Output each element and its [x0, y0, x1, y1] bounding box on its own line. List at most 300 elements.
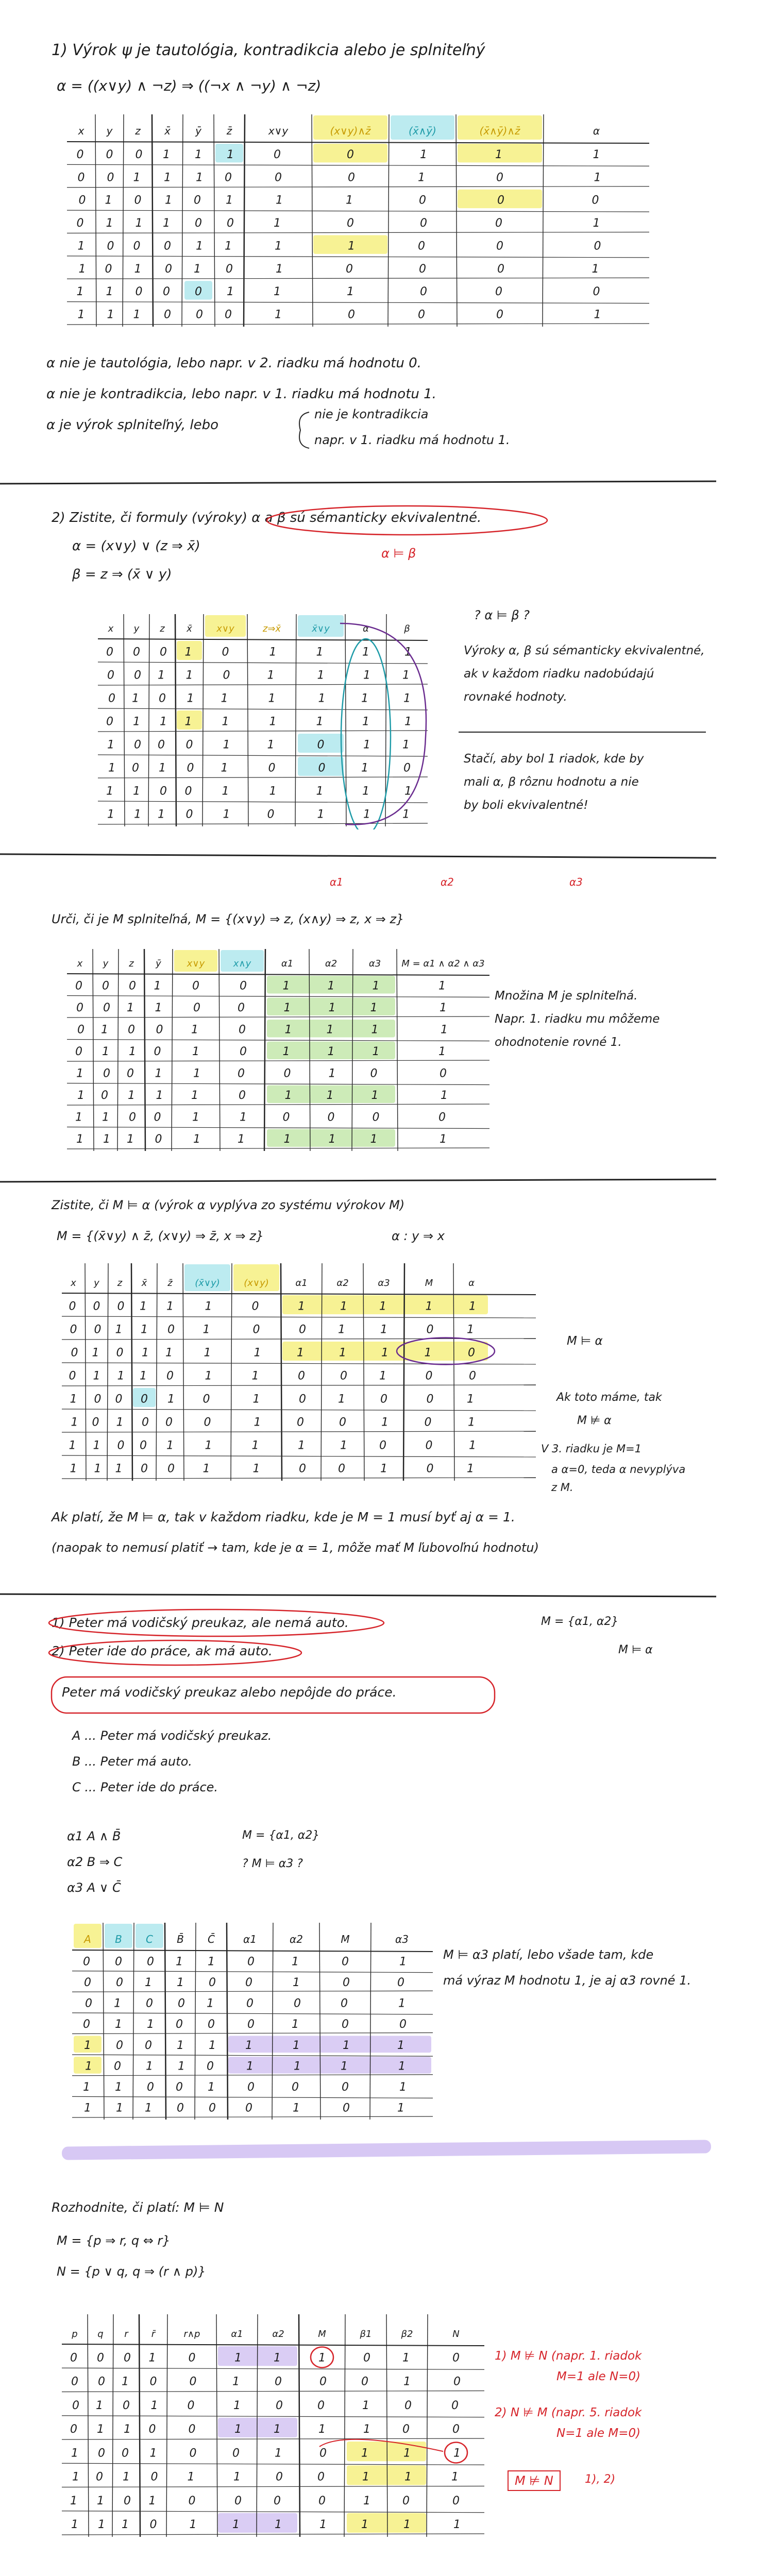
- table-header-cell: p: [72, 2329, 78, 2340]
- table-cell: 1: [71, 2447, 78, 2460]
- table-row-rule: [62, 2511, 484, 2513]
- section1-note-3: α je výrok splniteľný, lebo: [46, 417, 218, 433]
- table-cell: 1: [326, 1089, 334, 1103]
- table-cell: 1: [225, 240, 232, 253]
- table-cell: 1: [196, 171, 203, 184]
- table-cell: 1: [424, 1346, 432, 1360]
- table-header-cell: α2: [290, 1933, 303, 1945]
- table-cell: 1: [115, 1323, 123, 1336]
- table-cell: 1: [148, 2494, 156, 2507]
- table-cell: 0: [343, 1976, 350, 1989]
- table-cell: 0: [274, 148, 281, 161]
- table-column-rule: [244, 114, 245, 327]
- table-cell: 1: [133, 715, 140, 728]
- table-cell: 1: [441, 1023, 448, 1037]
- table-cell: 1: [71, 2518, 78, 2532]
- table-cell: 1: [361, 2447, 368, 2460]
- table-cell: 0: [238, 1067, 245, 1080]
- table-cell: 0: [148, 2423, 156, 2436]
- table-header-cell: (x̄∧ȳ)∧z̄: [479, 125, 520, 137]
- table-cell: 1: [402, 2351, 410, 2365]
- table-cell: 0: [101, 1089, 108, 1103]
- table-cell: 1: [158, 808, 165, 821]
- table-cell: 0: [195, 217, 202, 230]
- table-cell: 0: [133, 646, 140, 659]
- section4-side-5: a α=0, teda α nevyplýva: [551, 1463, 686, 1476]
- table-header-cell: ȳ: [195, 125, 201, 137]
- table-cell: 0: [75, 979, 82, 993]
- table-cell: 1: [77, 308, 85, 321]
- table-cell: 0: [102, 979, 109, 993]
- section6-note-6: 1), 2): [585, 2473, 616, 2486]
- table-cell: 0: [167, 1323, 175, 1336]
- table-cell: 1: [205, 1369, 212, 1383]
- table-header-cell: ȳ: [156, 958, 161, 969]
- table-cell: 1: [283, 1133, 291, 1146]
- table-header-cell: α2: [325, 958, 337, 969]
- section4-note-1: Ak platí, že M ⊨ α, tak v každom riadku, kde je M = 1 musí byť aj α = 1.: [52, 1510, 515, 1524]
- table-cell: 1: [274, 2351, 281, 2365]
- table-cell: 1: [76, 1067, 83, 1080]
- table-cell: 1: [115, 1462, 123, 1476]
- table-cell: 1: [94, 1462, 102, 1476]
- table-cell: 1: [163, 217, 170, 230]
- table-cell: 0: [178, 1997, 185, 2010]
- section5-var-b: B ... Peter má auto.: [72, 1754, 192, 1769]
- table-cell: 1: [154, 979, 161, 993]
- table-row-rule: [67, 210, 649, 212]
- table-cell: 0: [594, 240, 601, 253]
- table-cell: 0: [252, 1323, 260, 1336]
- table-cell: 1: [298, 1300, 305, 1313]
- table-header-cell: C̄: [208, 1933, 215, 1945]
- section2-red-note: α ⊨ β: [381, 546, 416, 561]
- table-cell: 1: [84, 2102, 91, 2115]
- section1-note-1: α nie je tautológia, lebo napr. v 2. riadku má hodnotu 0.: [46, 355, 421, 371]
- table-cell: 0: [92, 1416, 99, 1429]
- table-cell: 1: [420, 148, 427, 161]
- table-cell: 1: [339, 1346, 346, 1360]
- table-column-rule: [312, 114, 313, 327]
- table-row-rule: [62, 2463, 484, 2465]
- table-cell: 0: [71, 1346, 78, 1360]
- table-cell: 1: [92, 1346, 99, 1360]
- table-column-rule: [216, 2314, 217, 2537]
- table-cell: 0: [424, 1416, 432, 1429]
- table-cell: 0: [319, 2375, 327, 2388]
- table-cell: 0: [94, 1393, 102, 1406]
- table-cell: 0: [188, 2494, 196, 2507]
- table-cell: 0: [418, 240, 425, 253]
- table-cell: 1: [145, 2102, 152, 2115]
- table-cell: 1: [269, 715, 277, 728]
- table-cell: 1: [102, 1045, 109, 1059]
- table-cell: 0: [297, 1416, 304, 1429]
- table-cell: 0: [207, 2060, 214, 2073]
- table-cell: 0: [342, 2081, 349, 2094]
- table-column-rule: [295, 614, 296, 826]
- label-alpha3: α3: [569, 876, 583, 888]
- table-cell: 1: [398, 2060, 406, 2073]
- table-cell: 0: [70, 2351, 77, 2365]
- table-cell: 1: [402, 669, 410, 682]
- cell-highlight: [218, 2513, 297, 2533]
- table-cell: 0: [299, 1462, 306, 1476]
- table-cell: 1: [189, 2518, 197, 2532]
- table-cell: 1: [165, 194, 172, 207]
- table-header-cell: z: [135, 125, 141, 137]
- table-cell: 0: [116, 1976, 123, 1989]
- table-cell: 1: [361, 2518, 368, 2532]
- table-cell: 0: [275, 171, 282, 184]
- table-cell: 1: [275, 308, 282, 321]
- table-cell: 0: [402, 2423, 410, 2436]
- table-column-rule: [166, 2314, 167, 2537]
- cell-highlight: [347, 2465, 426, 2485]
- table-cell: 1: [165, 1346, 173, 1360]
- table-cell: 0: [452, 2494, 460, 2507]
- table-column-rule: [148, 614, 149, 826]
- table-cell: 0: [141, 1462, 148, 1476]
- table-cell: 1: [340, 1439, 347, 1452]
- table-cell: 1: [141, 1323, 148, 1336]
- table-cell: 1: [293, 1976, 300, 1989]
- section6-formula-m: M = {p ⇒ r, q ⇔ r}: [57, 2233, 171, 2248]
- table-column-rule: [344, 2314, 345, 2537]
- table-cell: 1: [107, 738, 114, 752]
- table-row-rule: [72, 2096, 433, 2098]
- table-cell: 1: [402, 808, 410, 821]
- table-cell: 1: [124, 2423, 131, 2436]
- table-cell: 0: [275, 2375, 282, 2388]
- table-cell: 0: [426, 1323, 434, 1336]
- table-cell: 0: [106, 646, 113, 659]
- table-cell: 0: [397, 1976, 404, 1989]
- table-header-cell: α3: [368, 958, 381, 969]
- table-header-cell: β2: [401, 2329, 413, 2340]
- table-column-rule: [202, 614, 204, 826]
- table-cell: 1: [327, 1045, 335, 1059]
- table-cell: 1: [451, 2470, 459, 2484]
- section1-note-2: α nie je kontradikcia, lebo napr. v 1. riadku má hodnotu 1.: [46, 386, 436, 402]
- table-cell: 0: [222, 646, 229, 659]
- table-column-rule: [388, 114, 389, 327]
- table-cell: 1: [205, 1439, 212, 1452]
- table-header-cell: x: [77, 958, 83, 969]
- table-cell: 1: [363, 738, 370, 752]
- table-cell: 0: [238, 1002, 245, 1015]
- table-cell: 1: [318, 2351, 326, 2365]
- section2-divider: [459, 732, 706, 733]
- table-cell: 1: [71, 1416, 78, 1429]
- table-cell: 1: [101, 1023, 108, 1037]
- table-cell: 0: [132, 761, 139, 775]
- table-column-rule: [112, 2314, 113, 2537]
- table-cell: 0: [98, 2447, 105, 2460]
- table-cell: 0: [341, 1997, 348, 2010]
- table-cell: 0: [317, 2399, 325, 2412]
- table-header-rule: [98, 639, 428, 640]
- table-cell: 0: [164, 240, 171, 253]
- table-cell: 1: [123, 2470, 130, 2484]
- table-header-cell: z⇒x̄: [262, 623, 281, 634]
- table-cell: 1: [194, 262, 201, 276]
- table-cell: 0: [71, 2375, 78, 2388]
- table-column-rule: [231, 1263, 232, 1481]
- table-cell: 1: [128, 1089, 135, 1103]
- table-column-rule: [139, 2314, 140, 2537]
- table-cell: 0: [129, 1111, 136, 1124]
- table-cell: 1: [469, 1439, 476, 1452]
- table-header-cell: (x̄∨y): [195, 1278, 220, 1289]
- section1-note-4: nie je kontradikcia: [314, 407, 429, 421]
- table-cell: 0: [251, 1300, 259, 1313]
- table-cell: 0: [185, 738, 193, 752]
- table-header-cell: B̄: [177, 1933, 184, 1945]
- table-cell: 0: [154, 1045, 161, 1059]
- separator-1: [0, 481, 716, 485]
- section5-var-c: C ... Peter ide do práce.: [72, 1780, 218, 1794]
- table-column-rule: [93, 949, 94, 1151]
- table-cell: 0: [124, 2494, 131, 2507]
- table-cell: 1: [177, 2039, 184, 2052]
- table-cell: 1: [252, 1462, 260, 1476]
- table-cell: 1: [467, 1323, 474, 1336]
- table-cell: 0: [76, 217, 84, 230]
- table-cell: 1: [267, 669, 275, 682]
- table-cell: 0: [116, 1346, 124, 1360]
- table-cell: 1: [234, 2351, 242, 2365]
- section3-truth-table: [67, 948, 489, 1154]
- section6-note-3: 2) N ⊭ M (napr. 5. riadok: [495, 2406, 642, 2419]
- table-cell: 1: [140, 1300, 147, 1313]
- table-cell: 1: [184, 646, 192, 659]
- table-cell: 1: [238, 1133, 245, 1146]
- table-cell: 1: [140, 1369, 147, 1383]
- table-cell: 0: [240, 1045, 247, 1059]
- table-cell: 1: [103, 1133, 110, 1146]
- table-header-cell: r: [124, 2329, 128, 2340]
- table-cell: 0: [193, 1002, 200, 1015]
- table-row-rule: [62, 2486, 484, 2487]
- separator-3: [0, 1179, 716, 1183]
- table-cell: 1: [106, 285, 113, 299]
- table-cell: 1: [404, 715, 412, 728]
- table-row-rule: [67, 324, 649, 325]
- table-cell: 1: [294, 2060, 301, 2073]
- table-header-cell: x̄∨y: [312, 623, 330, 634]
- table-cell: 1: [76, 285, 84, 299]
- table-cell: 1: [251, 1439, 259, 1452]
- section4-truth-table: [62, 1262, 536, 1484]
- table-cell: 0: [106, 715, 113, 728]
- table-column-rule: [131, 1263, 132, 1481]
- table-cell: 0: [225, 308, 232, 321]
- table-cell: 1: [338, 1393, 345, 1406]
- table-row-rule: [67, 1104, 489, 1105]
- section6-truth-table: [62, 2313, 484, 2540]
- table-cell: 0: [184, 785, 192, 798]
- table-column-rule: [195, 1923, 196, 2120]
- table-cell: 0: [348, 308, 355, 321]
- table-cell: 0: [93, 1300, 100, 1313]
- table-cell: 1: [328, 1067, 336, 1080]
- table-cell: 0: [225, 171, 232, 184]
- table-column-rule: [144, 949, 145, 1151]
- table-cell: 0: [70, 1323, 77, 1336]
- table-row-rule: [67, 278, 649, 279]
- table-cell: 1: [371, 1089, 379, 1103]
- table-row-rule: [72, 2075, 433, 2076]
- table-cell: 1: [318, 2423, 326, 2436]
- table-header-cell: x: [108, 623, 114, 634]
- table-header-cell: M: [318, 2329, 326, 2340]
- section5-side-1: M = {α1, α2}: [541, 1615, 619, 1628]
- table-row-rule: [62, 1385, 536, 1386]
- table-cell: 1: [298, 1439, 305, 1452]
- table-cell: 0: [147, 1955, 154, 1969]
- table-cell: 0: [165, 1416, 173, 1429]
- table-cell: 0: [379, 1439, 386, 1452]
- section5-formula-2: α2 B ⇒ C: [67, 1855, 123, 1869]
- table-cell: 0: [338, 1462, 345, 1476]
- table-cell: 0: [106, 148, 113, 161]
- table-cell: 0: [192, 979, 199, 993]
- table-column-rule: [264, 949, 265, 1151]
- table-cell: 0: [247, 2018, 255, 2031]
- table-cell: 0: [299, 1323, 306, 1336]
- table-column-rule: [88, 2314, 89, 2537]
- section1-brace: [291, 410, 312, 451]
- table-cell: 1: [209, 2039, 216, 2052]
- table-cell: 1: [593, 148, 600, 161]
- table-cell: 1: [402, 738, 410, 752]
- table-header-cell: x∨y: [187, 958, 205, 969]
- table-cell: 0: [239, 1089, 246, 1103]
- table-cell: 0: [592, 194, 599, 207]
- table-cell: 0: [154, 1111, 161, 1124]
- table-cell: 0: [317, 2470, 325, 2484]
- section2-title: 2) Zistite, či formuly (výroky) α a β sú sémanticky ekvivalentné.: [52, 510, 482, 526]
- table-cell: 1: [275, 240, 282, 253]
- table-cell: 1: [348, 240, 355, 253]
- table-cell: 0: [419, 194, 426, 207]
- table-header-rule: [67, 142, 649, 143]
- table-cell: 1: [166, 1300, 174, 1313]
- table-cell: 1: [397, 2039, 404, 2052]
- table-cell: 1: [75, 1111, 82, 1124]
- table-cell: 0: [133, 240, 141, 253]
- table-cell: 0: [239, 1023, 246, 1037]
- table-cell: 0: [149, 2375, 157, 2388]
- table-cell: 1: [399, 2081, 407, 2094]
- table-cell: 1: [363, 808, 370, 821]
- table-row-rule: [98, 731, 428, 732]
- table-cell: 0: [160, 785, 167, 798]
- table-cell: 0: [247, 2081, 255, 2094]
- table-cell: 0: [160, 646, 167, 659]
- table-row-rule: [98, 801, 428, 803]
- table-row-rule: [72, 2055, 433, 2056]
- section1-note-5: napr. v 1. riadku má hodnotu 1.: [314, 433, 510, 447]
- table-cell: 0: [134, 669, 141, 682]
- table-cell: 1: [192, 1111, 199, 1124]
- table-cell: 1: [438, 979, 446, 993]
- table-cell: 1: [222, 785, 229, 798]
- table-cell: 1: [105, 194, 112, 207]
- table-cell: 0: [370, 1067, 378, 1080]
- label-alpha1: α1: [330, 876, 343, 888]
- table-header-rule: [72, 1950, 433, 1952]
- section2-note-1: Výroky α, β sú sémanticky ekvivalentné,: [464, 644, 705, 657]
- table-cell: 1: [399, 1955, 407, 1969]
- table-cell: 0: [155, 1133, 162, 1146]
- table-header-cell: y: [103, 958, 109, 969]
- section3-title: Urči, či je M splniteľná, M = {(x∨y) ⇒ z, (x∧y) ⇒ z, x ⇒ z}: [52, 912, 404, 926]
- table-column-rule: [85, 1263, 86, 1481]
- table-cell: 1: [127, 1133, 134, 1146]
- table-cell: 1: [361, 761, 368, 775]
- table-row-rule: [98, 777, 428, 778]
- table-cell: 1: [293, 2102, 300, 2115]
- table-header-cell: C: [146, 1933, 153, 1945]
- table-cell: 1: [187, 2470, 195, 2484]
- table-cell: 1: [133, 171, 141, 184]
- table-header-cell: x: [71, 1278, 76, 1289]
- table-cell: 1: [191, 1023, 198, 1037]
- table-column-rule: [299, 2314, 300, 2537]
- cell-highlight: [347, 2513, 426, 2533]
- section4-note-2: (naopak to nemusí platiť → tam, kde je α = 1, môže mať M ľubovoľnú hodnotu): [52, 1540, 539, 1555]
- table-header-cell: β1: [360, 2329, 372, 2340]
- table-column-rule: [183, 1263, 184, 1481]
- table-cell: 0: [83, 2018, 90, 2031]
- table-row-rule: [67, 1016, 489, 1018]
- table-cell: 1: [134, 808, 141, 821]
- table-cell: 0: [468, 1346, 475, 1360]
- table-row-rule: [67, 256, 649, 258]
- table-cell: 1: [469, 1300, 476, 1313]
- section5-note-1: M ⊨ α3 platí, lebo všade tam, kde: [443, 1947, 654, 1962]
- table-row-rule: [62, 2391, 484, 2392]
- section4-side-4: V 3. riadku je M=1: [541, 1443, 642, 1455]
- table-cell: 1: [316, 646, 324, 659]
- table-cell: 1: [269, 785, 277, 798]
- table-cell: 1: [133, 785, 140, 798]
- table-cell: 1: [177, 1976, 184, 1989]
- table-cell: 1: [134, 262, 142, 276]
- table-cell: 1: [338, 1323, 345, 1336]
- table-cell: 1: [147, 2018, 154, 2031]
- section6-note-2: M=1 ale N=0): [556, 2370, 641, 2383]
- table-cell: 0: [146, 1997, 153, 2010]
- section5-item-2: 2) Peter ide do práce, ak má auto.: [52, 1643, 273, 1658]
- table-cell: 1: [267, 738, 275, 752]
- table-cell: 1: [107, 808, 114, 821]
- table-cell: 0: [282, 1111, 290, 1124]
- section2-question: ? α ⊨ β ?: [474, 608, 530, 622]
- table-cell: 0: [497, 194, 504, 207]
- table-cell: 0: [361, 2375, 368, 2388]
- table-column-rule: [95, 114, 96, 327]
- section5-item-1: 1) Peter má vodičský preukaz, ale nemá auto.: [52, 1615, 349, 1630]
- table-cell: 1: [221, 761, 228, 775]
- table-cell: 1: [146, 2060, 153, 2073]
- separator-4: [0, 1594, 716, 1598]
- table-cell: 0: [85, 1997, 92, 2010]
- table-cell: 1: [106, 217, 113, 230]
- table-cell: 0: [78, 194, 86, 207]
